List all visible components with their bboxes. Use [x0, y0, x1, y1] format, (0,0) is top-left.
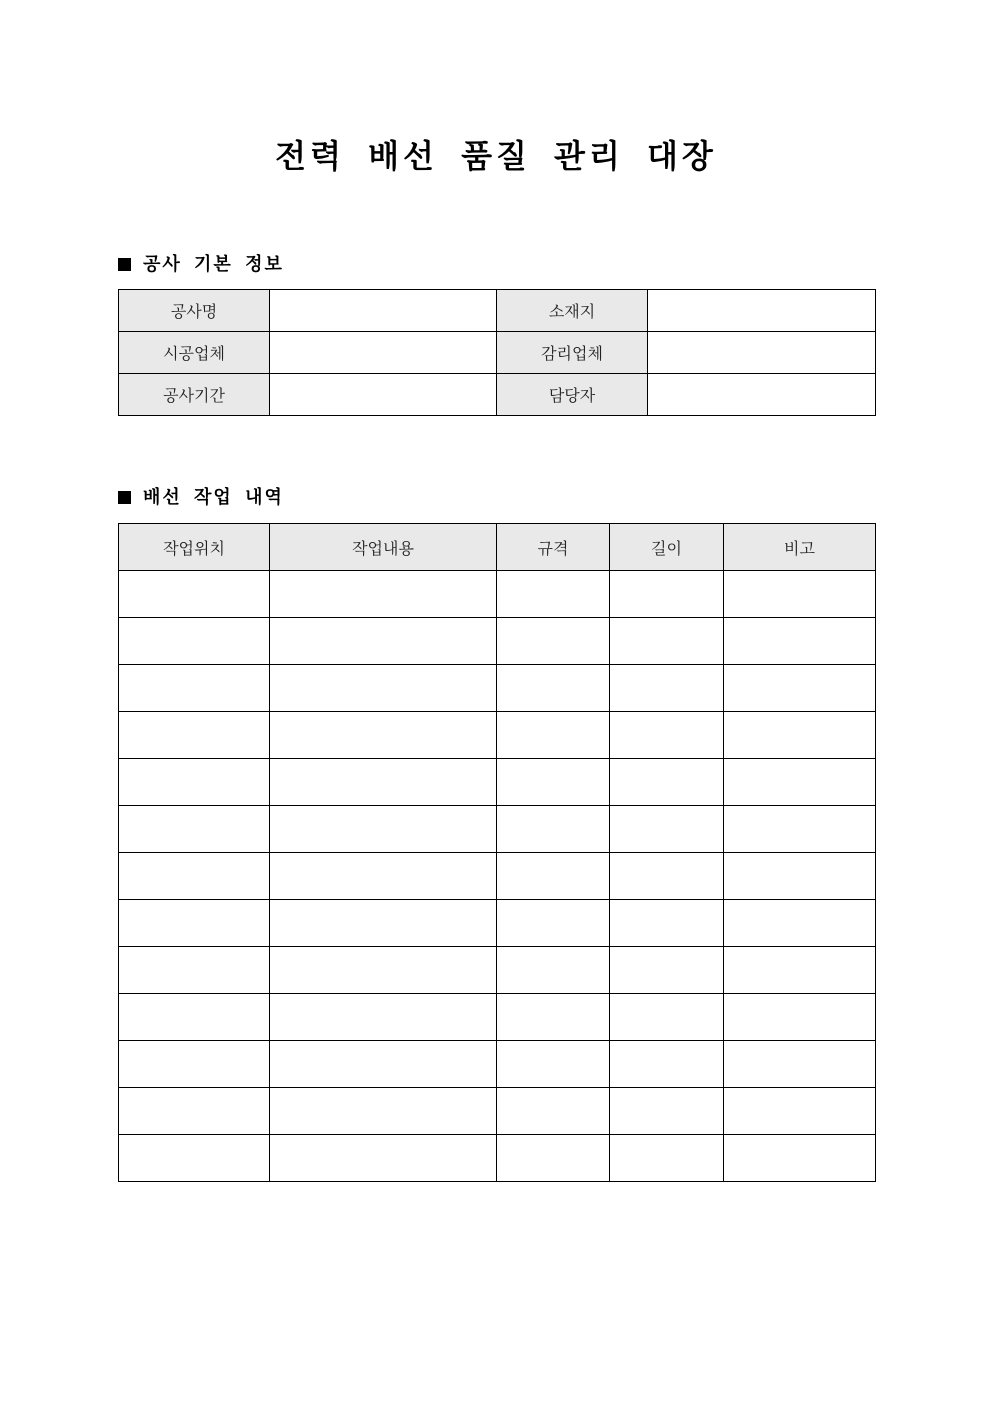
work-location-cell[interactable]: [119, 665, 270, 712]
length-cell[interactable]: [610, 1041, 724, 1088]
table-header-row: [119, 524, 876, 571]
label-construction-period: 공사기간: [119, 374, 270, 416]
project-name-field[interactable]: [270, 290, 497, 332]
remarks-cell[interactable]: [724, 759, 876, 806]
table-row: [119, 712, 876, 759]
specification-cell[interactable]: [497, 1135, 610, 1182]
document-title: 전력 배선 품질 관리 대장: [275, 137, 717, 175]
table-row: [119, 1135, 876, 1182]
column-header-work-location: 작업위치: [119, 524, 270, 571]
remarks-cell[interactable]: [724, 665, 876, 712]
specification-cell[interactable]: [497, 900, 610, 947]
work-location-cell[interactable]: [119, 1041, 270, 1088]
supervisor-field[interactable]: [648, 332, 876, 374]
work-description-cell[interactable]: [270, 994, 497, 1041]
table-row: [119, 665, 876, 712]
location-field[interactable]: [648, 290, 876, 332]
specification-cell[interactable]: [497, 806, 610, 853]
column-header-remarks: 비고: [724, 524, 876, 571]
work-description-cell[interactable]: [270, 712, 497, 759]
work-location-cell[interactable]: [119, 853, 270, 900]
specification-cell[interactable]: [497, 665, 610, 712]
basic-info-heading: [118, 253, 284, 277]
specification-cell[interactable]: [497, 759, 610, 806]
length-cell[interactable]: [610, 947, 724, 994]
remarks-cell[interactable]: [724, 900, 876, 947]
table-row: [119, 759, 876, 806]
length-cell[interactable]: [610, 806, 724, 853]
table-row: [119, 374, 876, 416]
work-location-cell[interactable]: [119, 712, 270, 759]
work-location-cell[interactable]: [119, 571, 270, 618]
table-row: [119, 290, 876, 332]
work-description-cell[interactable]: [270, 571, 497, 618]
length-cell[interactable]: [610, 853, 724, 900]
length-cell[interactable]: [610, 900, 724, 947]
label-location: 소재지: [497, 290, 648, 332]
work-details-heading: [118, 486, 284, 510]
work-location-cell[interactable]: [119, 759, 270, 806]
specification-cell[interactable]: [497, 1088, 610, 1135]
column-header-length: 길이: [610, 524, 724, 571]
specification-cell[interactable]: [497, 853, 610, 900]
table-row: [119, 806, 876, 853]
remarks-cell[interactable]: [724, 1088, 876, 1135]
specification-cell[interactable]: [497, 712, 610, 759]
remarks-cell[interactable]: [724, 947, 876, 994]
work-location-cell[interactable]: [119, 1135, 270, 1182]
square-bullet-icon: [118, 258, 131, 271]
specification-cell[interactable]: [497, 571, 610, 618]
work-description-cell[interactable]: [270, 853, 497, 900]
table-row: [119, 853, 876, 900]
work-description-cell[interactable]: [270, 759, 497, 806]
remarks-cell[interactable]: [724, 618, 876, 665]
remarks-cell[interactable]: [724, 571, 876, 618]
work-details-table: [118, 523, 876, 1182]
work-location-cell[interactable]: [119, 806, 270, 853]
remarks-cell[interactable]: [724, 712, 876, 759]
specification-cell[interactable]: [497, 1041, 610, 1088]
basic-info-heading-text: 공사 기본 정보: [143, 254, 284, 275]
label-contractor: 시공업체: [119, 332, 270, 374]
work-location-cell[interactable]: [119, 947, 270, 994]
work-description-cell[interactable]: [270, 618, 497, 665]
table-row: [119, 1041, 876, 1088]
length-cell[interactable]: [610, 665, 724, 712]
remarks-cell[interactable]: [724, 853, 876, 900]
specification-cell[interactable]: [497, 994, 610, 1041]
work-details-heading-text: 배선 작업 내역: [143, 487, 284, 508]
table-row: [119, 947, 876, 994]
specification-cell[interactable]: [497, 618, 610, 665]
work-rows: [119, 571, 876, 1182]
length-cell[interactable]: [610, 618, 724, 665]
length-cell[interactable]: [610, 712, 724, 759]
work-location-cell[interactable]: [119, 994, 270, 1041]
remarks-cell[interactable]: [724, 806, 876, 853]
length-cell[interactable]: [610, 759, 724, 806]
work-description-cell[interactable]: [270, 1041, 497, 1088]
basic-info-table: [118, 289, 876, 416]
contractor-field[interactable]: [270, 332, 497, 374]
column-header-work-description: 작업내용: [270, 524, 497, 571]
work-description-cell[interactable]: [270, 1088, 497, 1135]
remarks-cell[interactable]: [724, 994, 876, 1041]
length-cell[interactable]: [610, 1088, 724, 1135]
label-supervisor: 감리업체: [497, 332, 648, 374]
table-row: [119, 571, 876, 618]
work-description-cell[interactable]: [270, 900, 497, 947]
table-row: [119, 1088, 876, 1135]
work-description-cell[interactable]: [270, 806, 497, 853]
work-location-cell[interactable]: [119, 618, 270, 665]
construction-period-field[interactable]: [270, 374, 497, 416]
work-location-cell[interactable]: [119, 900, 270, 947]
label-manager: 담당자: [497, 374, 648, 416]
label-project-name: 공사명: [119, 290, 270, 332]
table-row: [119, 900, 876, 947]
table-row: [119, 618, 876, 665]
length-cell[interactable]: [610, 1135, 724, 1182]
work-description-cell[interactable]: [270, 947, 497, 994]
manager-field[interactable]: [648, 374, 876, 416]
specification-cell[interactable]: [497, 947, 610, 994]
square-bullet-icon: [118, 491, 131, 504]
table-row: [119, 332, 876, 374]
work-location-cell[interactable]: [119, 1088, 270, 1135]
work-description-cell[interactable]: [270, 1135, 497, 1182]
length-cell[interactable]: [610, 571, 724, 618]
table-row: [119, 994, 876, 1041]
column-header-specification: 규격: [497, 524, 610, 571]
length-cell[interactable]: [610, 994, 724, 1041]
remarks-cell[interactable]: [724, 1135, 876, 1182]
work-description-cell[interactable]: [270, 665, 497, 712]
remarks-cell[interactable]: [724, 1041, 876, 1088]
